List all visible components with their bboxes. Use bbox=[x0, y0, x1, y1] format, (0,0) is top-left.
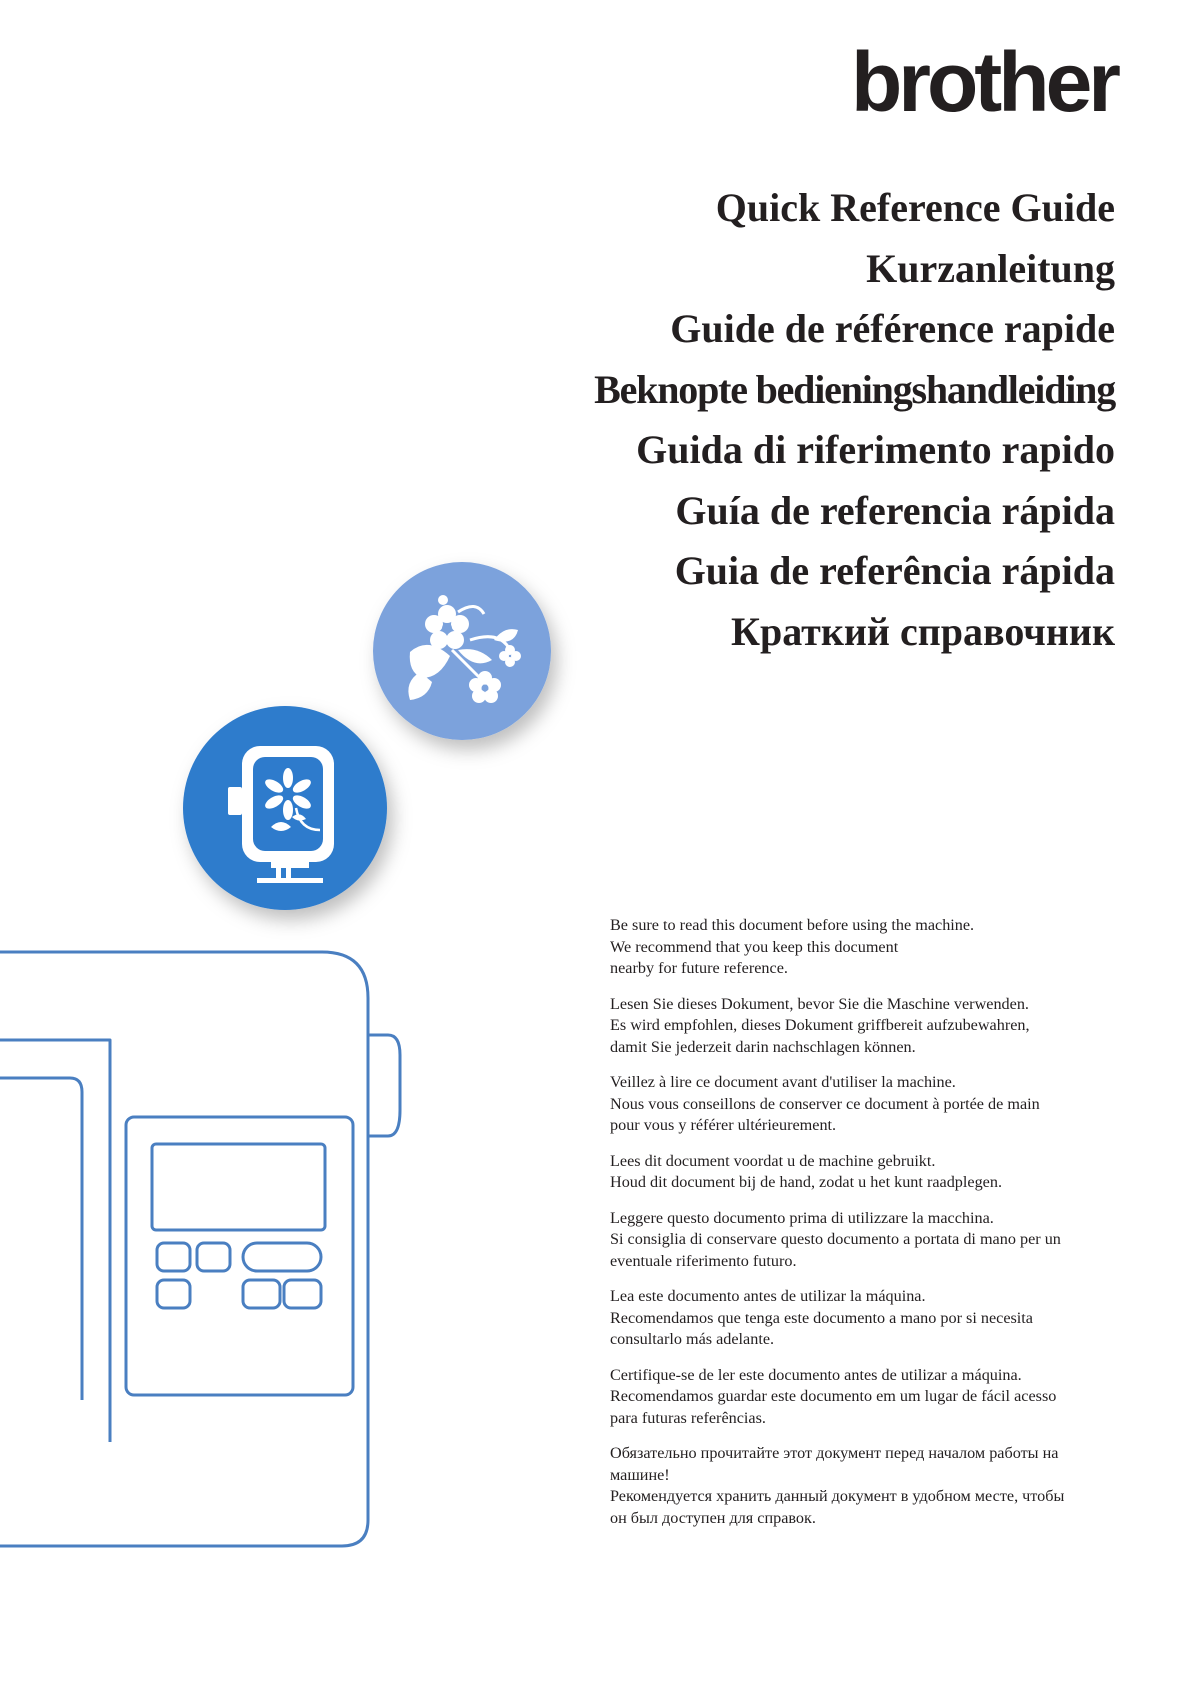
notice-line: Lees dit document voordat u de machine gebruikt. bbox=[610, 1151, 936, 1170]
notice-french bbox=[610, 1072, 1130, 1137]
notice-line: он был доступен для справок. bbox=[610, 1508, 816, 1527]
title-dutch: Beknopte bedieningshandleiding bbox=[594, 366, 1115, 412]
usage-notices bbox=[610, 915, 1130, 1543]
title-italian: Guida di riferimento rapido bbox=[636, 427, 1115, 472]
notice-russian bbox=[610, 1443, 1130, 1529]
notice-line: Lesen Sie dieses Dokument, bevor Sie die Maschine verwenden. bbox=[610, 994, 1029, 1013]
notice-line: Nous vous conseillons de conserver ce document à portée de main bbox=[610, 1094, 1040, 1113]
title-english: Quick Reference Guide bbox=[715, 185, 1115, 230]
notice-line: Certifique-se de ler este documento antes de utilizar a máquina. bbox=[610, 1365, 1022, 1384]
notice-line: Recomendamos guardar este documento em um lugar de fácil acesso bbox=[610, 1387, 1057, 1405]
notice-line: We recommend that you keep this document bbox=[610, 937, 899, 956]
notice-italian bbox=[610, 1208, 1130, 1273]
title-french: Guide de référence rapide bbox=[670, 306, 1115, 351]
notice-line: Обязательно прочитайте этот документ перед началом работы на bbox=[610, 1444, 1059, 1462]
notice-line: Leggere questo documento prima di utilizzare la macchina. bbox=[610, 1208, 994, 1227]
title-portuguese: Guia de referência rápida bbox=[674, 548, 1115, 593]
floral-embroidery-icon bbox=[373, 562, 551, 740]
notice-line: машине! bbox=[610, 1465, 670, 1484]
notice-line: eventuale riferimento futuro. bbox=[610, 1251, 797, 1270]
notice-german bbox=[610, 994, 1130, 1059]
notice-line: nearby for future reference. bbox=[610, 959, 788, 977]
title-spanish: Guía de referencia rápida bbox=[675, 487, 1115, 533]
title-german: Kurzanleitung bbox=[866, 245, 1115, 291]
notice-line: Be sure to read this document before using the machine. bbox=[610, 916, 975, 934]
notice-line: consultarlo más adelante. bbox=[610, 1330, 775, 1348]
notice-spanish bbox=[610, 1286, 1130, 1351]
notice-line: para futuras referências. bbox=[610, 1408, 766, 1427]
notice-portuguese bbox=[610, 1365, 1130, 1430]
notice-line: pour vous y référer ultérieurement. bbox=[610, 1116, 837, 1134]
notice-line: Houd dit document bij de hand, zodat u het kunt raadplegen. bbox=[610, 1173, 1002, 1191]
brother-logo: brother bbox=[851, 35, 1117, 129]
notice-line: Рекомендуется хранить данный документ в удобном месте, чтобы bbox=[610, 1487, 1065, 1505]
title-russian: Краткий справочник bbox=[730, 608, 1115, 654]
notice-line: Veillez à lire ce document avant d'utiliser la machine. bbox=[610, 1073, 956, 1091]
notice-dutch bbox=[610, 1151, 1130, 1194]
notice-line: Lea este documento antes de utilizar la máquina. bbox=[610, 1287, 926, 1305]
notice-line: Recomendamos que tenga este documento a mano por si necesita bbox=[610, 1308, 1033, 1327]
notice-line: Es wird empfohlen, dieses Dokument griffbereit aufzubewahren, bbox=[610, 1016, 1030, 1034]
embroidery-hoop-icon bbox=[183, 706, 387, 910]
notice-english bbox=[610, 915, 1130, 980]
notice-line: damit Sie jederzeit darin nachschlagen können. bbox=[610, 1037, 916, 1056]
notice-line: Si consiglia di conservare questo documento a portata di mano per un bbox=[610, 1230, 1061, 1248]
sewing-machine-outline bbox=[0, 952, 400, 1546]
